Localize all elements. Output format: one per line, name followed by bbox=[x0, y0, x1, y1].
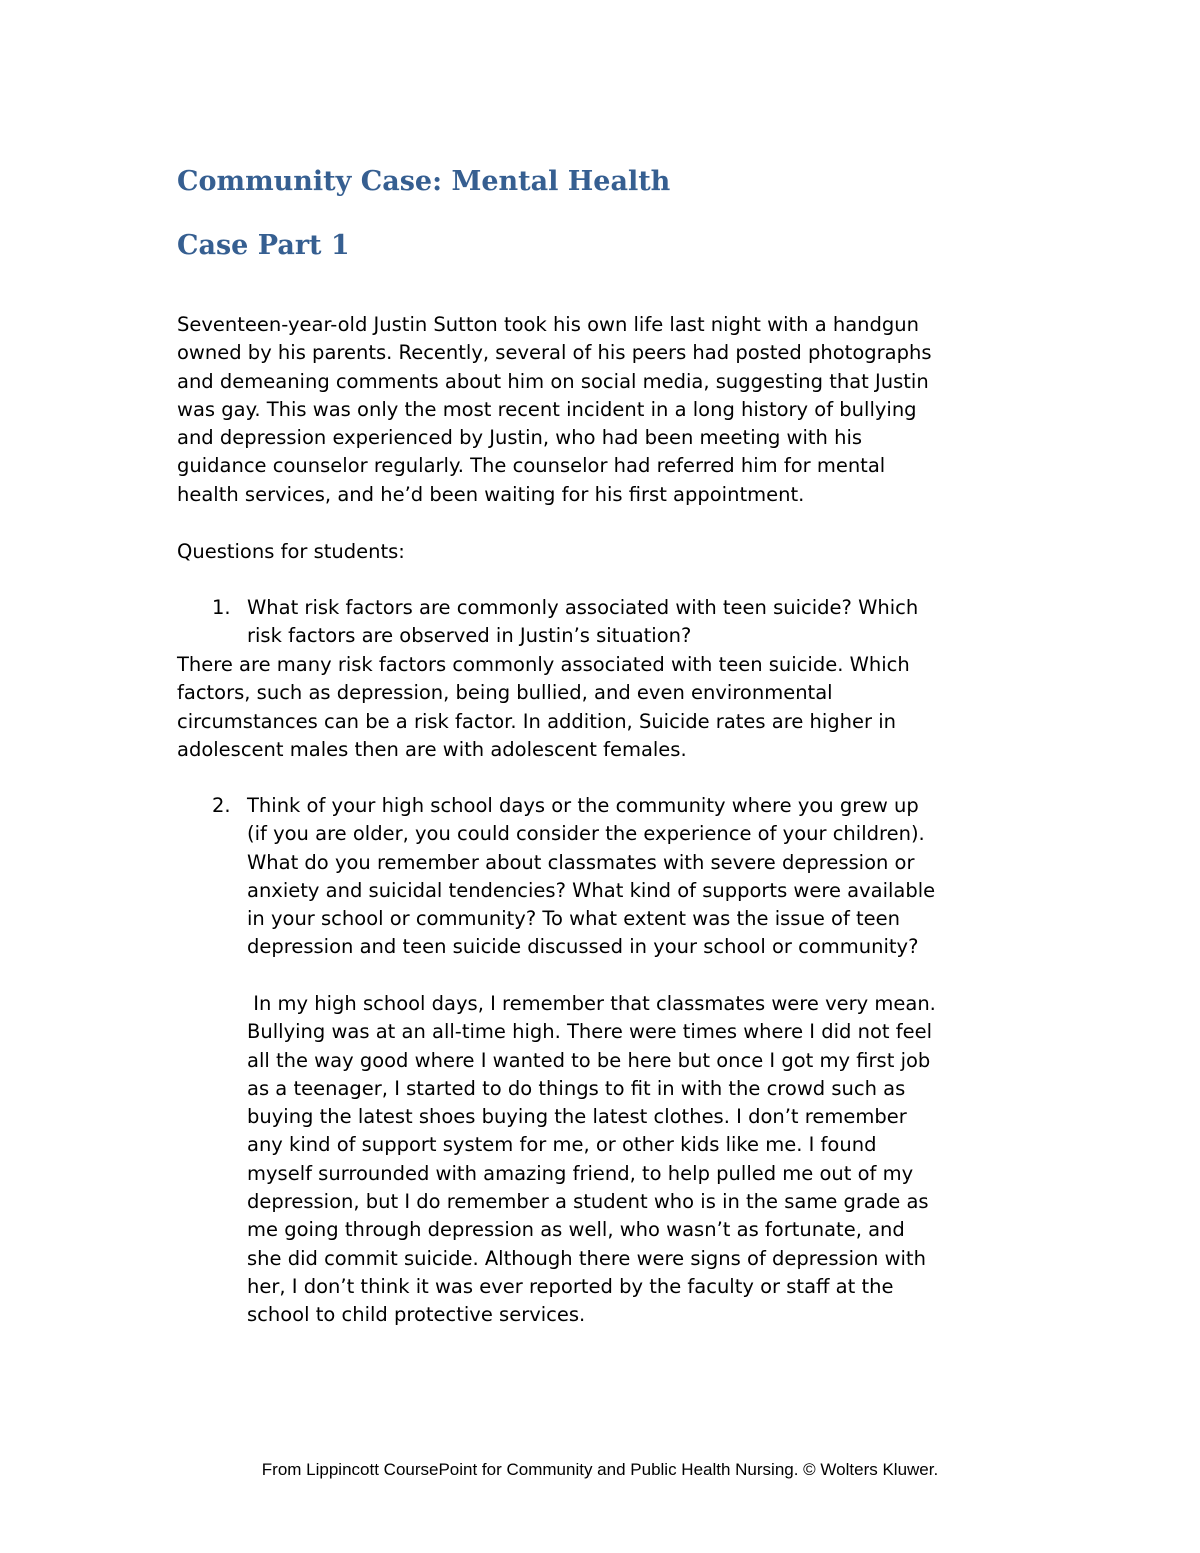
answer-line: circumstances can be a risk factor. In addition, Suicide rates are higher in bbox=[177, 709, 897, 733]
page-footer: From Lippincott CoursePoint for Community and Public Health Nursing. © Wolters Kluwer. bbox=[261, 1460, 939, 1479]
intro-line: health services, and he’d been waiting for his first appointment. bbox=[177, 482, 805, 506]
question-1-text bbox=[247, 594, 918, 651]
intro-line: owned by his parents. Recently, several of his peers had posted photographs bbox=[177, 341, 932, 365]
question-2-text bbox=[247, 792, 935, 962]
answer-line: all the way good where I wanted to be here but once I got my first job bbox=[247, 1048, 931, 1072]
question-line: (if you are older, you could consider the experience of your children). bbox=[247, 822, 925, 846]
answer-line: Bullying was at an all-time high. There were times where I did not feel bbox=[247, 1020, 933, 1044]
question-line: in your school or community? To what extent was the issue of teen bbox=[247, 907, 901, 931]
answer-line: depression, but I do remember a student who is in the same grade as bbox=[247, 1190, 929, 1214]
intro-line: Seventeen-year-old Justin Sutton took his own life last night with a handgun bbox=[177, 313, 919, 336]
answer-line: adolescent males then are with adolescent females. bbox=[177, 737, 687, 761]
question-line: What do you remember about classmates with severe depression or bbox=[247, 850, 915, 874]
answer-line: factors, such as depression, being bullied, and even environmental bbox=[177, 681, 833, 705]
answer-line: There are many risk factors commonly associated with teen suicide. Which bbox=[177, 653, 910, 676]
intro-line: was gay. This was only the most recent incident in a long history of bullying bbox=[177, 397, 917, 421]
intro-paragraph bbox=[177, 311, 932, 509]
question-line: What risk factors are commonly associated with teen suicide? Which bbox=[247, 596, 919, 619]
answer-line: buying the latest shoes buying the latest clothes. I don’t remember bbox=[247, 1105, 907, 1129]
answer-line: her, I don’t think it was ever reported by the faculty or staff at the bbox=[247, 1274, 894, 1298]
question-line: depression and teen suicide discussed in your school or community? bbox=[247, 935, 919, 959]
case-part-heading: Case Part 1 bbox=[177, 230, 350, 261]
answer-line: school to child protective services. bbox=[247, 1303, 586, 1327]
question-line: Think of your high school days or the community where you grew up bbox=[247, 794, 919, 817]
page-title: Community Case: Mental Health bbox=[177, 166, 671, 197]
intro-line: and depression experienced by Justin, who had been meeting with his bbox=[177, 426, 863, 450]
question-line: risk factors are observed in Justin’s situation? bbox=[247, 624, 692, 648]
intro-line: and demeaning comments about him on social media, suggesting that Justin bbox=[177, 369, 929, 393]
questions-label-text: Questions for students: bbox=[177, 540, 405, 563]
questions-label bbox=[177, 538, 405, 566]
answer-2-text bbox=[247, 990, 936, 1330]
answer-line: In my high school days, I remember that classmates were very mean. bbox=[247, 992, 936, 1015]
question-1-number: 1. bbox=[212, 596, 231, 619]
answer-line: any kind of support system for me, or other kids like me. I found bbox=[247, 1133, 877, 1157]
answer-line: she did commit suicide. Although there were signs of depression with bbox=[247, 1246, 926, 1270]
question-2-number: 2. bbox=[212, 794, 231, 817]
intro-line: guidance counselor regularly. The counselor had referred him for mental bbox=[177, 454, 886, 478]
question-line: anxiety and suicidal tendencies? What kind of supports were available bbox=[247, 878, 936, 902]
answer-1-text bbox=[177, 651, 910, 764]
answer-line: myself surrounded with amazing friend, to help pulled me out of my bbox=[247, 1161, 914, 1185]
answer-line: as a teenager, I started to do things to fit in with the crowd such as bbox=[247, 1076, 906, 1100]
answer-line: me going through depression as well, who wasn’t as fortunate, and bbox=[247, 1218, 905, 1242]
